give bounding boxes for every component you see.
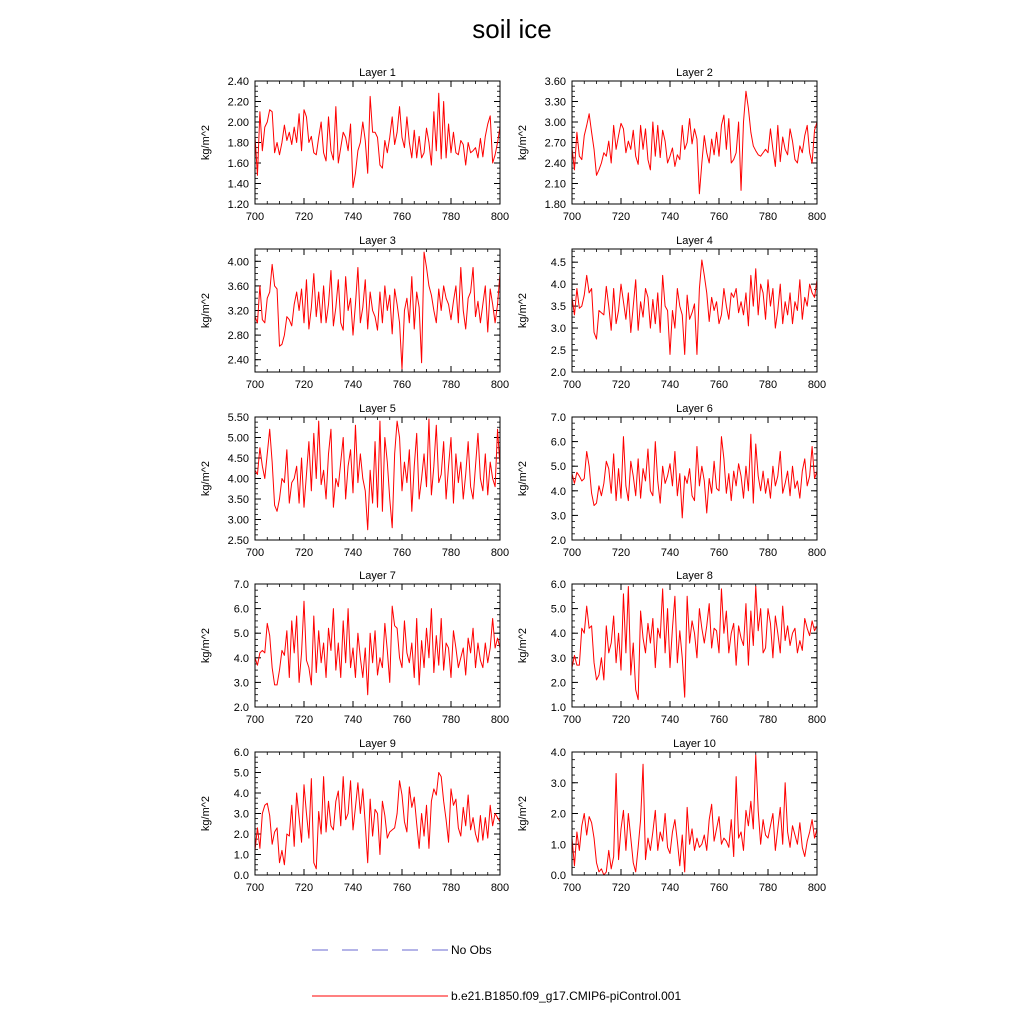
y-tick-label: 3.20 bbox=[227, 305, 249, 318]
x-tick-label: 700 bbox=[562, 882, 582, 894]
x-tick-label: 740 bbox=[343, 547, 363, 559]
x-tick-label: 780 bbox=[758, 882, 778, 894]
x-tick-label: 700 bbox=[245, 379, 265, 391]
y-tick-label: 2.20 bbox=[227, 96, 249, 109]
panel-title: Layer 8 bbox=[676, 570, 713, 582]
panel-title: Layer 3 bbox=[359, 235, 396, 247]
x-tick-label: 740 bbox=[660, 882, 680, 894]
chart-panel-9 bbox=[200, 738, 509, 894]
y-axis-label: kg/m^2 bbox=[200, 795, 212, 832]
y-tick-label: 5.0 bbox=[233, 767, 249, 780]
x-tick-label: 700 bbox=[562, 714, 582, 726]
y-tick-label: 3.00 bbox=[544, 117, 566, 129]
y-tick-label: 3.60 bbox=[227, 280, 249, 293]
y-axis-label: kg/m^2 bbox=[517, 460, 529, 497]
series-line bbox=[572, 91, 817, 194]
x-tick-label: 760 bbox=[392, 379, 412, 391]
legend-label: No Obs bbox=[451, 943, 492, 957]
y-tick-label: 2.50 bbox=[227, 535, 249, 547]
chart-panel-2 bbox=[517, 67, 826, 223]
x-tick-label: 700 bbox=[562, 547, 582, 559]
y-axis-label: kg/m^2 bbox=[517, 795, 529, 832]
y-tick-label: 1.20 bbox=[227, 199, 249, 211]
y-tick-label: 5.0 bbox=[233, 628, 249, 641]
x-tick-label: 780 bbox=[758, 547, 778, 559]
x-tick-label: 700 bbox=[562, 211, 582, 223]
x-tick-label: 760 bbox=[392, 714, 412, 726]
x-tick-label: 740 bbox=[660, 714, 680, 726]
y-axis-label: kg/m^2 bbox=[517, 627, 529, 664]
y-tick-label: 2.0 bbox=[550, 367, 566, 379]
y-tick-label: 2.0 bbox=[550, 535, 566, 547]
y-tick-label: 3.00 bbox=[227, 514, 249, 527]
y-tick-label: 3.5 bbox=[550, 301, 566, 314]
chart-panel-7 bbox=[200, 570, 509, 726]
x-tick-label: 780 bbox=[441, 714, 461, 726]
series-line bbox=[255, 601, 500, 694]
x-tick-label: 700 bbox=[245, 211, 265, 223]
x-tick-label: 760 bbox=[392, 882, 412, 894]
chart-panel-10 bbox=[517, 738, 826, 894]
y-axis-label: kg/m^2 bbox=[200, 460, 212, 497]
x-tick-label: 700 bbox=[562, 379, 582, 391]
y-tick-label: 4.0 bbox=[550, 485, 566, 498]
y-tick-label: 5.00 bbox=[227, 432, 249, 445]
y-tick-label: 3.0 bbox=[550, 323, 566, 336]
y-tick-label: 6.0 bbox=[233, 603, 249, 616]
y-tick-label: 2.0 bbox=[550, 677, 566, 690]
chart-panel-8 bbox=[517, 570, 826, 726]
y-tick-label: 1.80 bbox=[544, 199, 566, 211]
y-axis-label: kg/m^2 bbox=[517, 292, 529, 329]
x-tick-label: 780 bbox=[441, 211, 461, 223]
x-tick-label: 760 bbox=[392, 547, 412, 559]
x-tick-label: 740 bbox=[343, 379, 363, 391]
x-tick-label: 720 bbox=[611, 379, 631, 391]
y-tick-label: 7.0 bbox=[233, 579, 249, 591]
y-tick-label: 2.00 bbox=[227, 117, 249, 129]
y-tick-label: 4.00 bbox=[227, 256, 249, 269]
series-line bbox=[255, 419, 500, 530]
x-tick-label: 800 bbox=[490, 379, 510, 391]
y-tick-label: 0.0 bbox=[550, 870, 566, 882]
y-tick-label: 4.5 bbox=[550, 257, 566, 270]
x-tick-label: 740 bbox=[343, 211, 363, 223]
y-tick-label: 2.0 bbox=[233, 702, 249, 714]
panel-title: Layer 9 bbox=[359, 738, 396, 750]
x-tick-label: 760 bbox=[709, 379, 729, 391]
chart-panel-1 bbox=[200, 67, 509, 223]
y-tick-label: 4.00 bbox=[227, 473, 249, 486]
y-tick-label: 1.40 bbox=[227, 178, 249, 191]
legend-label: b.e21.B1850.f09_g17.CMIP6-piControl.001 bbox=[451, 989, 682, 1003]
legend bbox=[312, 943, 681, 1003]
y-tick-label: 3.50 bbox=[227, 494, 249, 506]
x-tick-label: 720 bbox=[611, 211, 631, 223]
panel-title: Layer 7 bbox=[359, 570, 396, 582]
y-tick-label: 1.0 bbox=[550, 839, 566, 852]
y-tick-label: 3.0 bbox=[550, 510, 566, 523]
y-tick-label: 3.0 bbox=[233, 808, 249, 821]
x-tick-label: 720 bbox=[294, 547, 314, 559]
panel-title: Layer 4 bbox=[676, 235, 713, 247]
y-tick-label: 2.40 bbox=[227, 354, 249, 367]
x-tick-label: 740 bbox=[660, 379, 680, 391]
y-tick-label: 4.50 bbox=[227, 453, 249, 465]
panel-title: Layer 6 bbox=[676, 403, 713, 415]
y-axis-label: kg/m^2 bbox=[517, 124, 529, 161]
y-tick-label: 2.70 bbox=[544, 137, 566, 150]
x-tick-label: 700 bbox=[245, 882, 265, 894]
x-tick-label: 780 bbox=[441, 547, 461, 559]
series-line bbox=[572, 434, 817, 518]
y-tick-label: 3.0 bbox=[550, 652, 566, 665]
y-tick-label: 2.10 bbox=[544, 178, 566, 191]
y-axis-label: kg/m^2 bbox=[200, 124, 212, 161]
y-tick-label: 2.0 bbox=[550, 808, 566, 821]
plot-frame bbox=[255, 584, 500, 707]
y-tick-label: 5.50 bbox=[227, 412, 249, 424]
y-tick-label: 0.0 bbox=[233, 870, 249, 882]
y-tick-label: 6.0 bbox=[550, 579, 566, 591]
x-tick-label: 700 bbox=[245, 547, 265, 559]
panel-title: Layer 10 bbox=[673, 738, 716, 750]
chart-panel-6 bbox=[517, 403, 826, 559]
series-line bbox=[572, 260, 817, 354]
y-tick-label: 3.0 bbox=[233, 677, 249, 690]
x-tick-label: 800 bbox=[490, 882, 510, 894]
x-tick-label: 720 bbox=[294, 882, 314, 894]
x-tick-label: 780 bbox=[758, 379, 778, 391]
chart-panel-3 bbox=[200, 235, 509, 391]
panel-title: Layer 1 bbox=[359, 67, 396, 79]
x-tick-label: 800 bbox=[490, 714, 510, 726]
x-tick-label: 780 bbox=[758, 714, 778, 726]
x-tick-label: 720 bbox=[294, 379, 314, 391]
x-tick-label: 780 bbox=[441, 882, 461, 894]
y-tick-label: 4.0 bbox=[233, 788, 249, 800]
series-line bbox=[255, 93, 500, 187]
y-tick-label: 3.60 bbox=[544, 76, 566, 88]
series-line bbox=[572, 755, 817, 875]
x-tick-label: 800 bbox=[807, 882, 827, 894]
x-tick-label: 780 bbox=[441, 379, 461, 391]
y-tick-label: 2.80 bbox=[227, 330, 249, 343]
chart-panel-5 bbox=[200, 403, 509, 559]
x-tick-label: 760 bbox=[709, 714, 729, 726]
plot-frame bbox=[255, 417, 500, 540]
x-tick-label: 740 bbox=[343, 714, 363, 726]
panel-title: Layer 2 bbox=[676, 67, 713, 79]
x-tick-label: 720 bbox=[611, 547, 631, 559]
x-tick-label: 720 bbox=[611, 882, 631, 894]
y-tick-label: 2.5 bbox=[550, 345, 566, 358]
y-tick-label: 3.0 bbox=[550, 777, 566, 790]
y-tick-label: 1.80 bbox=[227, 137, 249, 150]
series-line bbox=[572, 586, 817, 699]
y-tick-label: 3.30 bbox=[544, 96, 566, 109]
y-axis-label: kg/m^2 bbox=[200, 627, 212, 664]
x-tick-label: 800 bbox=[807, 211, 827, 223]
y-tick-label: 1.0 bbox=[233, 849, 249, 862]
x-tick-label: 740 bbox=[660, 547, 680, 559]
x-tick-label: 760 bbox=[392, 211, 412, 223]
x-tick-label: 800 bbox=[807, 547, 827, 559]
x-tick-label: 800 bbox=[807, 379, 827, 391]
x-tick-label: 800 bbox=[490, 547, 510, 559]
x-tick-label: 800 bbox=[807, 714, 827, 726]
y-tick-label: 4.0 bbox=[233, 652, 249, 665]
x-tick-label: 720 bbox=[294, 714, 314, 726]
plot-frame bbox=[572, 417, 817, 540]
x-tick-label: 740 bbox=[660, 211, 680, 223]
series-line bbox=[255, 252, 500, 369]
y-tick-label: 6.0 bbox=[550, 436, 566, 449]
y-tick-label: 1.0 bbox=[550, 702, 566, 714]
y-tick-label: 5.0 bbox=[550, 603, 566, 616]
figure-title: soil ice bbox=[472, 14, 552, 44]
y-tick-label: 4.0 bbox=[550, 279, 566, 292]
panel-title: Layer 5 bbox=[359, 403, 396, 415]
chart-panel-4 bbox=[517, 235, 826, 391]
x-tick-label: 760 bbox=[709, 547, 729, 559]
x-tick-label: 720 bbox=[294, 211, 314, 223]
y-tick-label: 4.0 bbox=[550, 747, 566, 759]
y-tick-label: 1.60 bbox=[227, 158, 249, 170]
x-tick-label: 720 bbox=[611, 714, 631, 726]
y-axis-label: kg/m^2 bbox=[200, 292, 212, 329]
y-tick-label: 5.0 bbox=[550, 461, 566, 474]
x-tick-label: 760 bbox=[709, 211, 729, 223]
x-tick-label: 740 bbox=[343, 882, 363, 894]
y-tick-label: 2.40 bbox=[544, 158, 566, 170]
x-tick-label: 780 bbox=[758, 211, 778, 223]
y-tick-label: 4.0 bbox=[550, 628, 566, 641]
series-line bbox=[255, 773, 500, 869]
y-tick-label: 2.40 bbox=[227, 76, 249, 88]
y-tick-label: 6.0 bbox=[233, 747, 249, 759]
x-tick-label: 760 bbox=[709, 882, 729, 894]
y-tick-label: 7.0 bbox=[550, 412, 566, 424]
x-tick-label: 800 bbox=[490, 211, 510, 223]
y-tick-label: 2.0 bbox=[233, 829, 249, 841]
x-tick-label: 700 bbox=[245, 714, 265, 726]
